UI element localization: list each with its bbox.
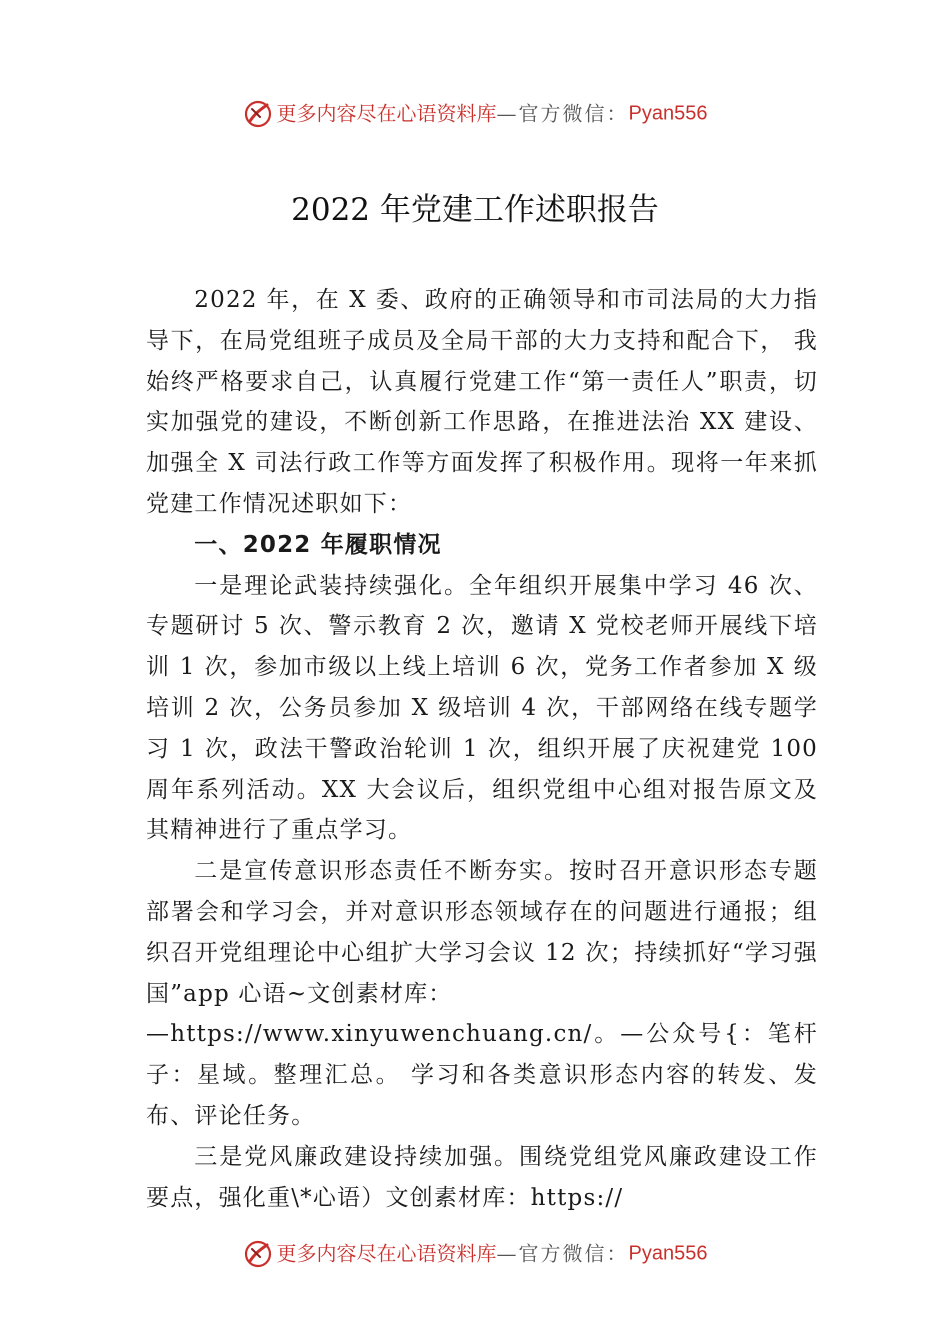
body-paragraph: 三是党风廉政建设持续加强。围绕党组党风廉政建设工作要点，强化重\*心语）文创素材库：https://	[146, 1143, 818, 1211]
body-paragraph: 二是宣传意识形态责任不断夯实。按时召开意识形态专题部署会和学习会，并对意识形态领域存在的问题进行通报；组织召开党组理论中心组扩大学习会议 12 次；持续抓好“学习强国”app 心语~文创素材库：	[146, 858, 818, 1007]
brush-logo-icon	[243, 1239, 273, 1269]
body-paragraph: —https://www.xinyuwenchuang.cn/。—公众号{：笔杆子：星域。整理汇总。 学习和各类意识形态内容的转发、发布、评论任务。	[146, 1021, 818, 1129]
watermark-wechat-label: —官方微信：	[496, 101, 629, 126]
watermark-brand-text: 更多内容尽在心语资料库	[276, 1241, 497, 1266]
watermark-wechat-id: Pyan556	[628, 1242, 708, 1265]
footer-watermark	[0, 1238, 950, 1269]
document-body	[146, 280, 818, 1218]
section-heading: 一、2022 年履职情况	[194, 531, 442, 558]
watermark-brand-text: 更多内容尽在心语资料库	[276, 101, 497, 126]
document-title: 2022 年党建工作述职报告	[291, 192, 659, 228]
brush-logo-icon	[243, 99, 273, 129]
header-watermark	[0, 98, 950, 129]
intro-paragraph: 2022 年，在 X 委、政府的正确领导和市司法局的大力指导下，在局党组班子成员及全局干部的大力支持和配合下， 我始终严格要求自己，认真履行党建工作“第一责任人”职责，切实加强党的建设，不断创新工作思路，在推进法治 XX 建设、加强全 X 司法行政工作等方面发挥了积极作用。现将一年来抓党建工作情况述职如下：	[146, 287, 818, 517]
watermark-wechat-id: Pyan556	[628, 102, 708, 125]
watermark-wechat-label: —官方微信：	[496, 1241, 629, 1266]
body-paragraph: 一是理论武装持续强化。全年组织开展集中学习 46 次、专题研讨 5 次、警示教育 2 次，邀请 X 党校老师开展线下培训 1 次，参加市级以上线上培训 6 次，党务工作者参加 X 级培训 2 次，公务员参加 X 级培训 4 次，干部网络在线专题学习 1 次，政法干警政治轮训 1 次，组织开展了庆祝建党 100 周年系列活动。XX 大会议后，组织党组中心组对报告原文及其精神进行了重点学习。	[146, 572, 818, 844]
